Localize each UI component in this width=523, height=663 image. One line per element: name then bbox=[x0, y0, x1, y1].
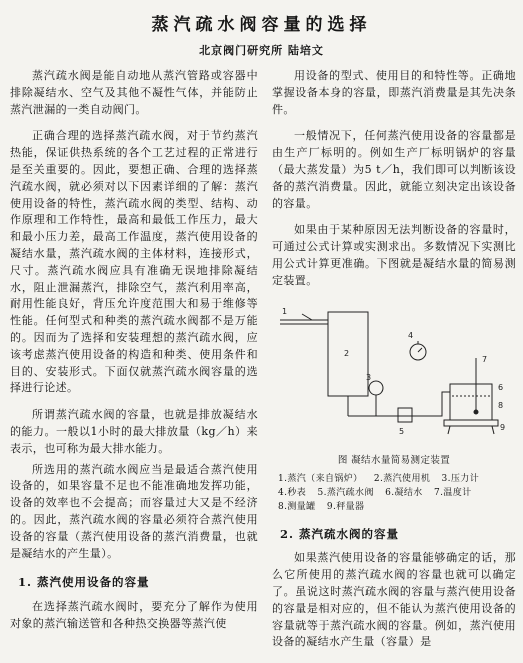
figure-label-8: 8 bbox=[498, 400, 504, 410]
legend-item: 6.凝结水 bbox=[385, 487, 423, 498]
paragraph: 用设备的型式、使用目的和特性等。正确地掌握设备本身的容量，即蒸汽消费量是其先决条件。 bbox=[272, 69, 516, 116]
legend-item: 4.秒表 bbox=[278, 487, 307, 498]
figure-label-5: 5 bbox=[399, 426, 405, 436]
figure-label-4: 4 bbox=[408, 330, 414, 340]
paragraph: 正确合理的选择蒸汽疏水阀，对于节约蒸汽热能，保证供热系统的各个工艺过程的正常进行是至关重要的。因此，要想正确、合理的选择蒸汽疏水阀，就必须对以下因素详细的了解：蒸汽使用设备的特性，蒸汽疏水阀的类型、结构、动作原理和工作特性，最高和最低工作压力，最大和最小压力差，最高工作温度，蒸汽使用设备的凝结水量，蒸汽疏水阀的主体材料，连接形式，尺寸。蒸汽疏水阀应具有准确无误地排除凝结水，阻止泄漏蒸汽，排除空气，蒸汽利用率高，耐用性能良好，背压允许度范围大和易于维修等性能。任何型式和种类的蒸汽疏水阀都不是万能的。因而为了选择和安装理想的蒸汽疏水阀，应该考虑蒸汽使用设备的构造和种类、使用条件和目的、安装形式。下面仅就蒸汽疏水阀容量的选择进行论述。 bbox=[10, 129, 258, 395]
figure-label-7: 7 bbox=[482, 354, 488, 364]
figure-legend bbox=[278, 472, 516, 514]
figure-label-1: 1 bbox=[282, 306, 288, 316]
figure-label-3: 3 bbox=[366, 372, 372, 382]
figure-label-6: 6 bbox=[498, 382, 504, 392]
article-title: 蒸汽疏水阀容量的选择 bbox=[151, 15, 372, 35]
section-heading: 1. 蒸汽使用设备的容量 bbox=[18, 575, 150, 590]
figure-label-2: 2 bbox=[344, 348, 350, 358]
section-heading: 2. 蒸汽疏水阀的容量 bbox=[280, 526, 400, 541]
paragraph: 所选用的蒸汽疏水阀应当是最适合蒸汽使用设备的，如果容量不足也不能准确地发挥功能，设备的效率也不会提高；而容量过大又是不经济的。因此，蒸汽疏水阀的容量必须符合蒸汽使用设备的容量（蒸汽使用设备的蒸汽消费量，也就是凝结水的产生量）。 bbox=[10, 462, 258, 560]
apparatus-diagram bbox=[272, 300, 516, 450]
paragraph: 如果蒸汽使用设备的容量能够确定的话，那么它所使用的蒸汽疏水阀的容量也就可以确定了。虽说这时蒸汽疏水阀的容量与蒸汽使用设备的容量是相对应的，但不能认为蒸汽使用设备的容量就等于蒸汽疏水阀的容量。例如，蒸汽使用设备的凝结水产生量（容量）是 bbox=[272, 551, 516, 649]
right-column bbox=[272, 68, 516, 661]
paragraph: 蒸汽疏水阀是能自动地从蒸汽管路或容器中排除凝结水、空气及其他不凝性气体，并能防止蒸汽泄漏的一类自动阀门。 bbox=[10, 69, 258, 116]
legend-item: 3.压力计 bbox=[441, 473, 480, 484]
legend-item: 5.蒸汽疏水阀 bbox=[317, 487, 374, 498]
legend-item: 1.蒸汽（来自锅炉） bbox=[278, 473, 363, 484]
legend-item: 9.秤量器 bbox=[326, 501, 365, 512]
paragraph: 在选择蒸汽疏水阀时，要充分了解作为使用对象的蒸汽输送管和各种热交换器等蒸汽使 bbox=[10, 600, 258, 630]
paragraph: 一般情况下，任何蒸汽使用设备的容量都是由生产厂标明的。例如生产厂标明锅炉的容量（最大蒸发量）为5 t／h，我们即可以判断该设备的蒸汽消费量。因此，就能立刻决定出该设备的容量。 bbox=[272, 129, 516, 210]
left-column bbox=[10, 68, 258, 643]
legend-item: 8.测量罐 bbox=[278, 501, 316, 512]
legend-item: 2.蒸汽使用机 bbox=[373, 473, 431, 484]
paragraph: 如果由于某种原因无法判断设备的容量时，可通过公式计算或实测求出。多数情况下实测比用公式计算更准确。下图就是凝结水量的简易测定装置。 bbox=[272, 223, 516, 287]
author-byline: 北京阀门研究所 陆培文 bbox=[199, 44, 324, 57]
apparatus-figure bbox=[272, 300, 516, 450]
paragraph: 所谓蒸汽疏水阀的容量，也就是排放凝结水的能力。一般以1小时的最大排放量（kg／h）来表示，也可称为最大排水能力。 bbox=[10, 408, 258, 455]
figure-caption: 图 凝结水量简易测定装置 bbox=[337, 454, 451, 466]
legend-item: 7.温度计 bbox=[433, 487, 472, 498]
figure-label-9: 9 bbox=[500, 422, 506, 432]
